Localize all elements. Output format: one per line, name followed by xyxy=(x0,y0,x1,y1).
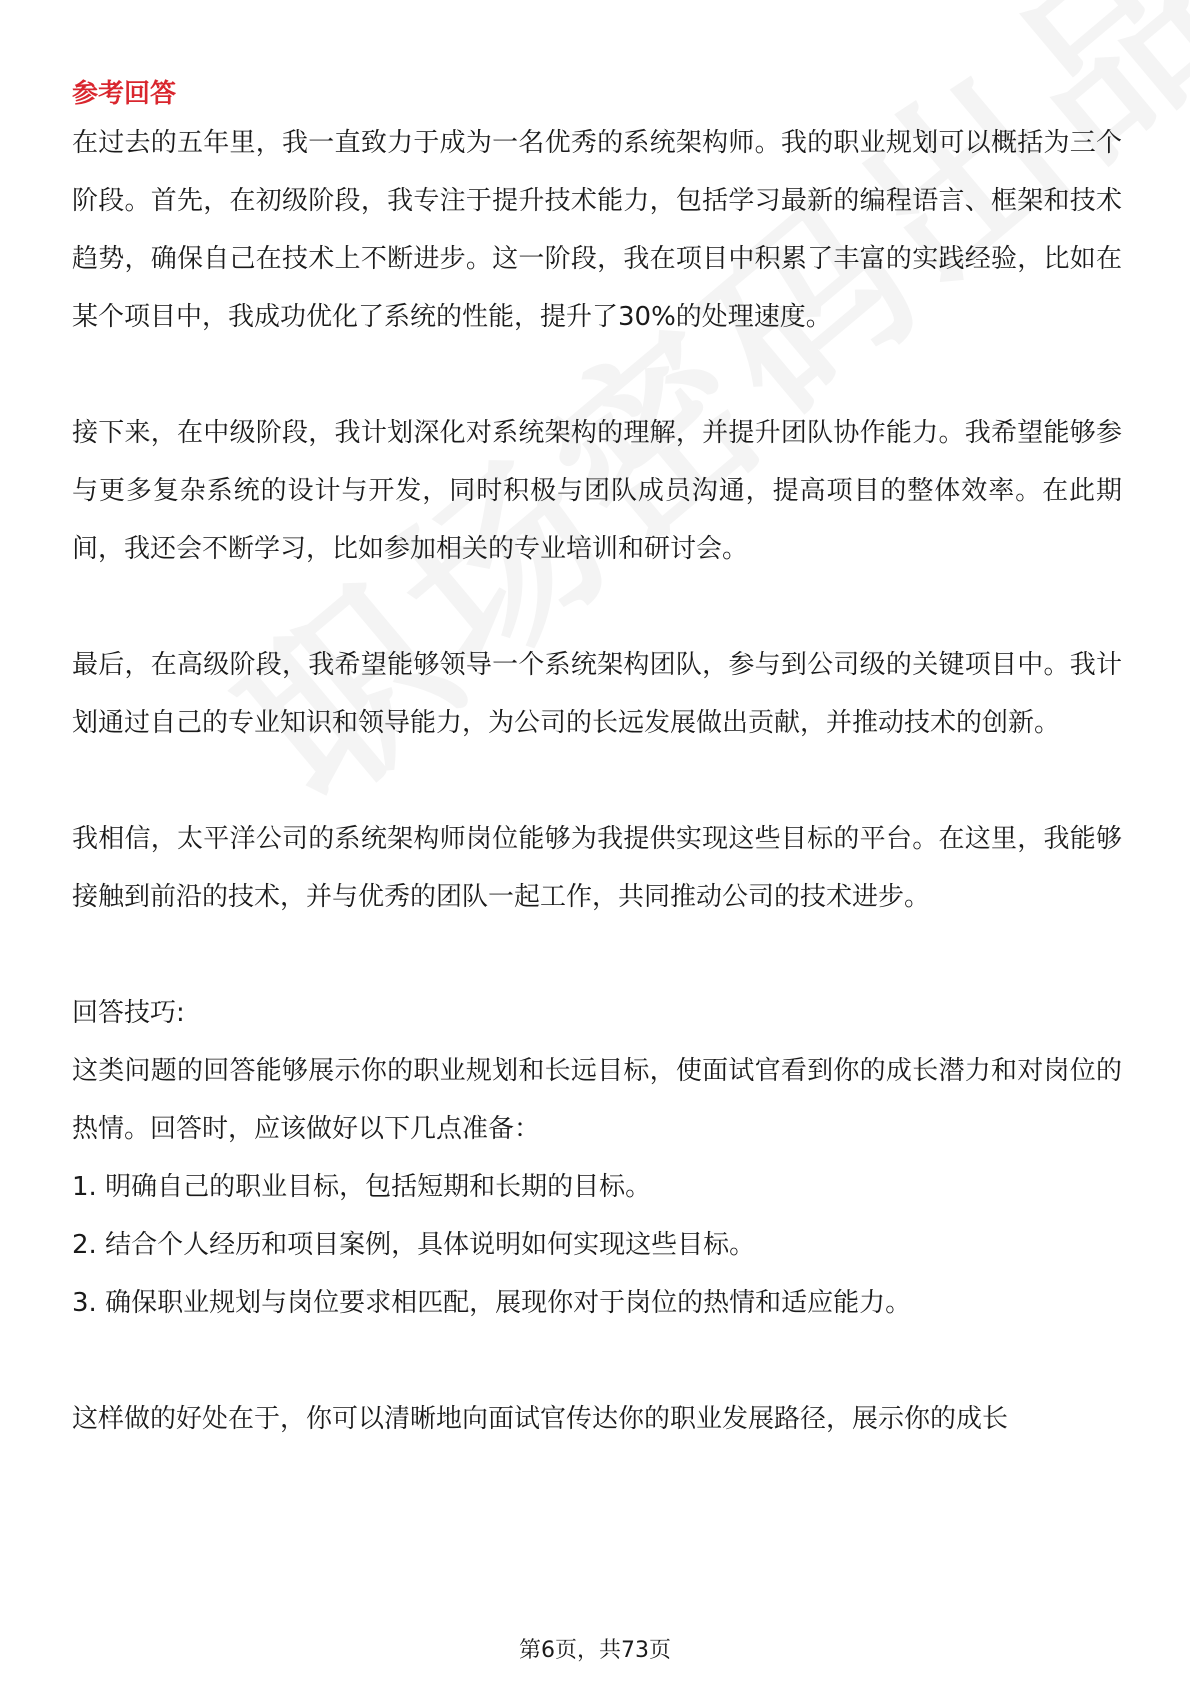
paragraph-3: 最后，在高级阶段，我希望能够领导一个系统架构团队，参与到公司级的关键项目中。我计划通过自己的专业知识和领导能力，为公司的长远发展做出贡献，并推动技术的创新。 xyxy=(72,650,1122,738)
paragraph-gap xyxy=(72,578,1122,636)
paragraph-gap xyxy=(72,346,1122,404)
paragraph-gap xyxy=(72,926,1122,984)
page-number-footer: 第6页，共73页 xyxy=(519,1638,671,1663)
page-content xyxy=(72,74,1122,1448)
paragraph-2: 接下来，在中级阶段，我计划深化对系统架构的理解，并提升团队协作能力。我希望能够参与更多复杂系统的设计与开发，同时积极与团队成员沟通，提高项目的整体效率。在此期间，我还会不断学习，比如参加相关的专业培训和研讨会。 xyxy=(72,418,1122,564)
tips-item-2: 2. 结合个人经历和项目案例，具体说明如何实现这些目标。 xyxy=(72,1230,756,1260)
paragraph-gap xyxy=(72,752,1122,810)
paragraph-1: 在过去的五年里，我一直致力于成为一名优秀的系统架构师。我的职业规划可以概括为三个阶段。首先，在初级阶段，我专注于提升技术能力，包括学习最新的编程语言、框架和技术趋势，确保自己在技术上不断进步。这一阶段，我在项目中积累了丰富的实践经验，比如在某个项目中，我成功优化了系统的性能，提升了30%的处理速度。 xyxy=(72,128,1122,332)
tips-item-1: 1. 明确自己的职业目标，包括短期和长期的目标。 xyxy=(72,1172,652,1202)
paragraph-gap xyxy=(72,1332,1122,1390)
answer-heading: 参考回答 xyxy=(72,79,177,109)
tips-item-3: 3. 确保职业规划与岗位要求相匹配，展现你对于岗位的热情和适应能力。 xyxy=(72,1288,912,1318)
tips-intro: 这类问题的回答能够展示你的职业规划和长远目标，使面试官看到你的成长潜力和对岗位的热情。回答时，应该做好以下几点准备： xyxy=(72,1056,1122,1144)
tips-title: 回答技巧: xyxy=(72,998,185,1028)
tips-closing: 这样做的好处在于，你可以清晰地向面试官传达你的职业发展路径，展示你的成长 xyxy=(72,1404,1009,1434)
paragraph-4: 我相信，太平洋公司的系统架构师岗位能够为我提供实现这些目标的平台。在这里，我能够接触到前沿的技术，并与优秀的团队一起工作，共同推动公司的技术进步。 xyxy=(72,824,1122,912)
